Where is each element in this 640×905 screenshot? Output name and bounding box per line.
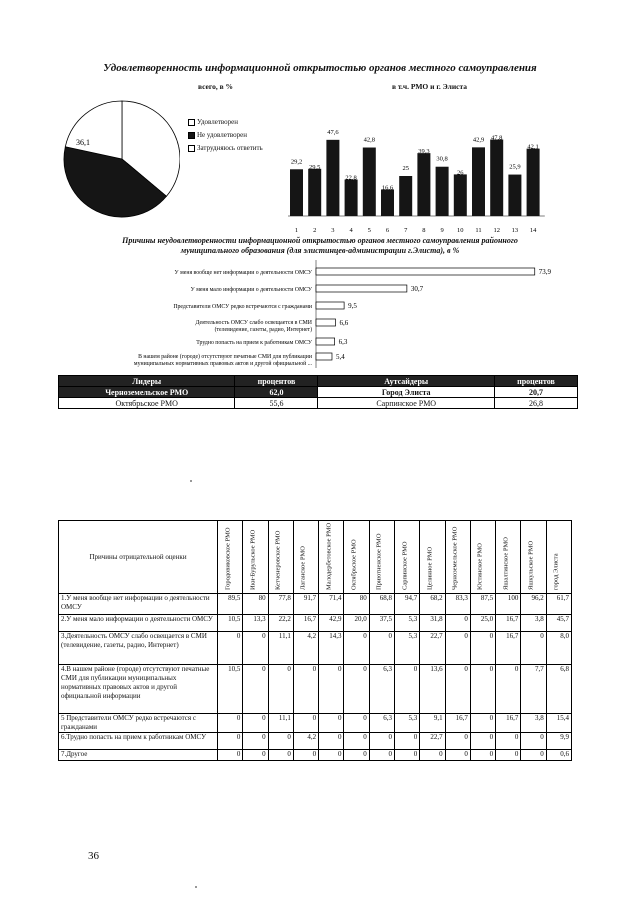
bar-tick-label: 11 (475, 227, 482, 234)
table-cell: 0 (470, 733, 495, 750)
bar-13 (508, 175, 521, 216)
bar-10 (454, 174, 467, 216)
row-label: 1.У меня вообще нет информации о деятельности ОМСУ (59, 594, 218, 615)
bar-tick-label: 12 (493, 227, 500, 234)
row-label: 7.Другое (59, 750, 218, 761)
bar-data-label: 42,1 (527, 143, 539, 151)
table-cell: 68,8 (369, 594, 394, 615)
table-cell: 94,7 (395, 594, 420, 615)
reason-bar-5 (316, 338, 335, 345)
bar-tick-label: 2 (313, 227, 317, 234)
bar-data-label: 42,8 (363, 136, 375, 144)
bar-data-label: 47,8 (491, 134, 503, 142)
bar-tick-label: 9 (440, 227, 444, 234)
table-cell: 25,0 (470, 615, 495, 632)
reason-label: У меня мало информации о деятельности ОМСУ (190, 287, 312, 293)
column-header-text: Городовиковское РМО (224, 527, 232, 590)
table-cell: 13,3 (243, 615, 268, 632)
column-header-text: Приютненское РМО (375, 533, 383, 590)
pie-chart (60, 92, 180, 222)
bar-tick-label: 13 (511, 227, 519, 234)
bar-data-label: 29,2 (290, 158, 303, 166)
bar-tick-label: 4 (349, 227, 353, 234)
column-header (293, 521, 318, 594)
table-row: Октябрьское РМО 55,6 Сарпинское РМО 26,8 (59, 398, 578, 409)
table-cell: 16,7 (496, 714, 521, 733)
reason-label: Деятельность ОМСУ слабо освещается в СМИ (телевидение, газеты, радио, Интернет) (195, 320, 312, 333)
document-title: Удовлетворенность информационной открытостью органов местного самоуправления (103, 62, 537, 74)
reason-bar-1 (316, 268, 535, 275)
bar-6 (381, 189, 394, 216)
bar-tick-label: 1 (294, 227, 299, 234)
table-cell: 0 (445, 632, 470, 665)
table-cell: 96,2 (521, 594, 546, 615)
table-cell: 0 (470, 665, 495, 714)
left-chart-label: всего, в % (198, 82, 234, 91)
column-header-text: Целинное РМО (426, 546, 434, 590)
reason-label: Представители ОМСУ редко встречаются с гражданами (173, 304, 312, 310)
bar-tick-label: 5 (367, 227, 371, 234)
table-cell: 0 (445, 733, 470, 750)
table-cell: 0 (268, 750, 293, 761)
table-cell: 0 (243, 665, 268, 714)
bar-11 (472, 147, 485, 216)
table-cell: 0 (496, 750, 521, 761)
reason-value-label: 73,9 (538, 268, 551, 276)
reason-bar-4 (316, 319, 336, 326)
pie-label: 36,1 (76, 138, 90, 147)
reason-label: У меня вообще нет информации о деятельности ОМСУ (174, 270, 312, 276)
table-cell: 0 (218, 733, 243, 750)
bar-data-label: 16,6 (381, 184, 394, 192)
table-cell: 13,6 (420, 665, 445, 714)
table-cell: 7,7 (521, 665, 546, 714)
legend-item-satisfied: Удовлетворен (188, 116, 263, 129)
column-header-text: Малодербетовское РМО (325, 522, 333, 590)
table-cell: 0 (369, 750, 394, 761)
table-cell: 0 (268, 665, 293, 714)
table-cell: 6,3 (369, 714, 394, 733)
table-header-label: Причины отрицательной оценки (59, 521, 218, 594)
bar-12 (490, 140, 503, 216)
column-header (521, 521, 546, 594)
reason-value-label: 6,3 (338, 338, 348, 346)
table-cell: 4,2 (293, 632, 318, 665)
legend-swatch (188, 145, 195, 152)
column-header (268, 521, 293, 594)
table-cell: 0 (496, 733, 521, 750)
table-cell: 9,9 (546, 733, 571, 750)
reason-value-label: 9,5 (348, 302, 357, 310)
table-cell: 0 (243, 750, 268, 761)
bar-data-label: 25,9 (509, 163, 521, 171)
table-cell: 0 (496, 665, 521, 714)
table-cell: 89,5 (218, 594, 243, 615)
scan-speck (190, 480, 192, 482)
table-cell: 11,1 (268, 632, 293, 665)
table-cell: 22,7 (420, 632, 445, 665)
bar-data-label: 26 (457, 169, 464, 177)
bar-7 (399, 176, 412, 216)
table-cell: 0 (344, 714, 369, 733)
table-cell: 5,3 (395, 632, 420, 665)
column-header (496, 521, 521, 594)
table-row (59, 632, 572, 665)
table-cell: 16,7 (445, 714, 470, 733)
table-cell: 10,5 (218, 615, 243, 632)
table-cell: 10,5 (218, 665, 243, 714)
row-label: 2.У меня мало информации о деятельности ОМСУ (59, 615, 218, 632)
table-cell: 0 (369, 632, 394, 665)
table-cell: 0,6 (546, 750, 571, 761)
bar-data-label: 22,8 (345, 174, 357, 182)
column-header-text: Юстинское РМО (476, 542, 484, 590)
table-cell: 0 (445, 750, 470, 761)
table-cell: 0 (470, 714, 495, 733)
bar-data-label: 25 (402, 165, 409, 172)
table-cell: 15,4 (546, 714, 571, 733)
row-label: 5 Представители ОМСУ редко встречаются с гражданами (59, 714, 218, 733)
bar-data-label: 39,3 (418, 148, 430, 156)
table-cell: 0 (344, 750, 369, 761)
table-row (59, 665, 572, 714)
column-header (218, 521, 243, 594)
column-header (546, 521, 571, 594)
leaders-table (58, 375, 578, 409)
column-header-text: Лаганское РМО (299, 546, 307, 590)
table-cell: 0 (243, 632, 268, 665)
column-header-text: город Элиста (552, 553, 560, 590)
bar-tick-label: 14 (529, 227, 537, 234)
table-cell: 0 (420, 750, 445, 761)
table-cell: 22,2 (268, 615, 293, 632)
table-cell: 16,7 (496, 615, 521, 632)
table-cell: 0 (344, 665, 369, 714)
table-cell: 37,5 (369, 615, 394, 632)
table-cell: 0 (218, 750, 243, 761)
table-cell: 0 (268, 733, 293, 750)
table-cell: 16,7 (496, 632, 521, 665)
bar-tick-label: 6 (385, 227, 390, 234)
table-cell: 20,0 (344, 615, 369, 632)
column-header-text: Черноземельское РМО (451, 526, 459, 590)
reasons-by-district-table (58, 520, 572, 761)
table-cell: 6,3 (369, 665, 394, 714)
table-cell: 0 (319, 714, 344, 733)
column-header-text: Кетченеровское РМО (274, 530, 282, 590)
table-cell: 0 (395, 750, 420, 761)
table-cell: 9,1 (420, 714, 445, 733)
bar-tick-label: 8 (422, 227, 426, 234)
table-cell: 3,8 (521, 615, 546, 632)
legend-swatch (188, 132, 195, 139)
table-row (59, 733, 572, 750)
bar-data-label: 30,8 (436, 155, 448, 163)
table-cell: 4,2 (293, 733, 318, 750)
column-header (470, 521, 495, 594)
table-row: Черноземельское РМО 62,0 Город Элиста 20,7 (59, 387, 578, 398)
table-cell: 0 (470, 750, 495, 761)
column-header (395, 521, 420, 594)
column-header-text: Яшалтинское РМО (502, 537, 510, 590)
bar-tick-label: 10 (457, 227, 464, 234)
bar-3 (326, 140, 339, 216)
table-cell: 42,9 (319, 615, 344, 632)
table-cell: 0 (521, 632, 546, 665)
bar-data-label: 29,5 (309, 163, 321, 171)
bar-data-label: 47,6 (327, 128, 339, 136)
row-label: 6.Трудно попасть на прием к работникам ОМСУ (59, 733, 218, 750)
table-cell: 0 (293, 714, 318, 733)
reason-value-label: 5,4 (335, 353, 345, 361)
bar-1 (290, 169, 303, 216)
bar-9 (436, 167, 449, 216)
reason-bar-3 (316, 302, 344, 309)
reason-value-label: 30,7 (410, 285, 424, 293)
table-cell: 16,7 (293, 615, 318, 632)
table-cell: 0 (445, 615, 470, 632)
table-cell: 45,7 (546, 615, 571, 632)
table-cell: 0 (293, 665, 318, 714)
table-cell: 0 (369, 733, 394, 750)
table-cell: 0 (344, 632, 369, 665)
column-header (243, 521, 268, 594)
column-header (369, 521, 394, 594)
table-row (59, 714, 572, 733)
legend-swatch (188, 119, 195, 126)
table-cell: 0 (293, 750, 318, 761)
table-cell: 71,4 (319, 594, 344, 615)
column-header-text: Сарпинское РМО (401, 541, 409, 590)
table-cell: 80 (344, 594, 369, 615)
table-cell: 0 (470, 632, 495, 665)
column-header-text: Яшкульское РМО (527, 540, 535, 590)
table-cell: 8,0 (546, 632, 571, 665)
table-cell: 100 (496, 594, 521, 615)
leaders-table-header: Лидеры процентов Аутсайдеры процентов (59, 376, 578, 387)
row-label: 3.Деятельность ОМСУ слабо освещается в СМИ (телевидение, газеты, радио, Интернет) (59, 632, 218, 665)
bar-8 (417, 153, 430, 216)
reason-label: В нашем районе (городе) отсутствуют печатные СМИ для публикации муниципальных нормативных правовых актов и другой официальной ... (133, 354, 312, 367)
table-cell: 0 (243, 714, 268, 733)
table-cell: 0 (344, 733, 369, 750)
table-cell: 91,7 (293, 594, 318, 615)
column-header-text: Ики-Бурульское РМО (249, 529, 257, 590)
table-cell: 6,8 (546, 665, 571, 714)
table-cell: 68,2 (420, 594, 445, 615)
reasons-chart-title: Причины неудовлетворенности информационной открытостью органов местного самоуправления районного муниципального образования (для элистинцев-администрации г.Элиста), в % (122, 236, 518, 255)
bar-5 (363, 148, 376, 216)
reasons-bar-chart (40, 258, 560, 370)
table-cell: 14,3 (319, 632, 344, 665)
column-header (420, 521, 445, 594)
table-cell: 0 (218, 714, 243, 733)
table-cell: 5,3 (395, 615, 420, 632)
reason-bar-6 (316, 353, 332, 360)
table-cell: 61,7 (546, 594, 571, 615)
table-row (59, 615, 572, 632)
table-cell: 80 (243, 594, 268, 615)
column-header (319, 521, 344, 594)
table-cell: 31,8 (420, 615, 445, 632)
table-header-row (59, 521, 572, 594)
table-cell: 0 (319, 665, 344, 714)
legend-item-unsatisfied: Не удовлетворен (188, 129, 263, 142)
bar-14 (527, 149, 540, 216)
table-row (59, 750, 572, 761)
table-cell: 0 (445, 665, 470, 714)
table-cell: 0 (521, 733, 546, 750)
reason-bar-2 (316, 285, 407, 292)
table-cell: 22,7 (420, 733, 445, 750)
reason-value-label: 6,6 (339, 319, 349, 327)
table-cell: 0 (395, 733, 420, 750)
table-cell: 77,8 (268, 594, 293, 615)
bar-2 (308, 169, 321, 216)
column-header-text: Октябрьское РМО (350, 539, 358, 590)
table-cell: 0 (319, 750, 344, 761)
table-cell: 11,1 (268, 714, 293, 733)
page-number: 36 (88, 850, 99, 862)
table-cell: 0 (395, 665, 420, 714)
bar-data-label: 42,9 (472, 136, 485, 144)
table-cell: 0 (521, 750, 546, 761)
table-cell: 5,3 (395, 714, 420, 733)
table-cell: 0 (243, 733, 268, 750)
right-chart-label: в т.ч. РМО и г. Элиста (392, 82, 468, 91)
column-header (445, 521, 470, 594)
bar-chart-rmo (286, 100, 586, 236)
table-cell: 3,8 (521, 714, 546, 733)
table-row (59, 594, 572, 615)
pie-legend (188, 116, 263, 155)
table-cell: 83,3 (445, 594, 470, 615)
table-cell: 0 (218, 632, 243, 665)
legend-item-hard-to-say: Затрудняюсь ответить (188, 142, 263, 155)
reason-label: Трудно попасть на прием к работникам ОМСУ (196, 340, 312, 346)
column-header (344, 521, 369, 594)
bar-tick-label: 3 (331, 227, 335, 234)
row-label: 4.В нашем районе (городе) отсутствуют печатные СМИ для публикации муниципальных нормативных правовых актов и другой официальной информации (59, 665, 218, 714)
table-cell: 0 (319, 733, 344, 750)
bar-4 (345, 180, 358, 216)
bar-tick-label: 7 (404, 227, 408, 234)
scan-speck (195, 886, 197, 888)
table-cell: 87,5 (470, 594, 495, 615)
